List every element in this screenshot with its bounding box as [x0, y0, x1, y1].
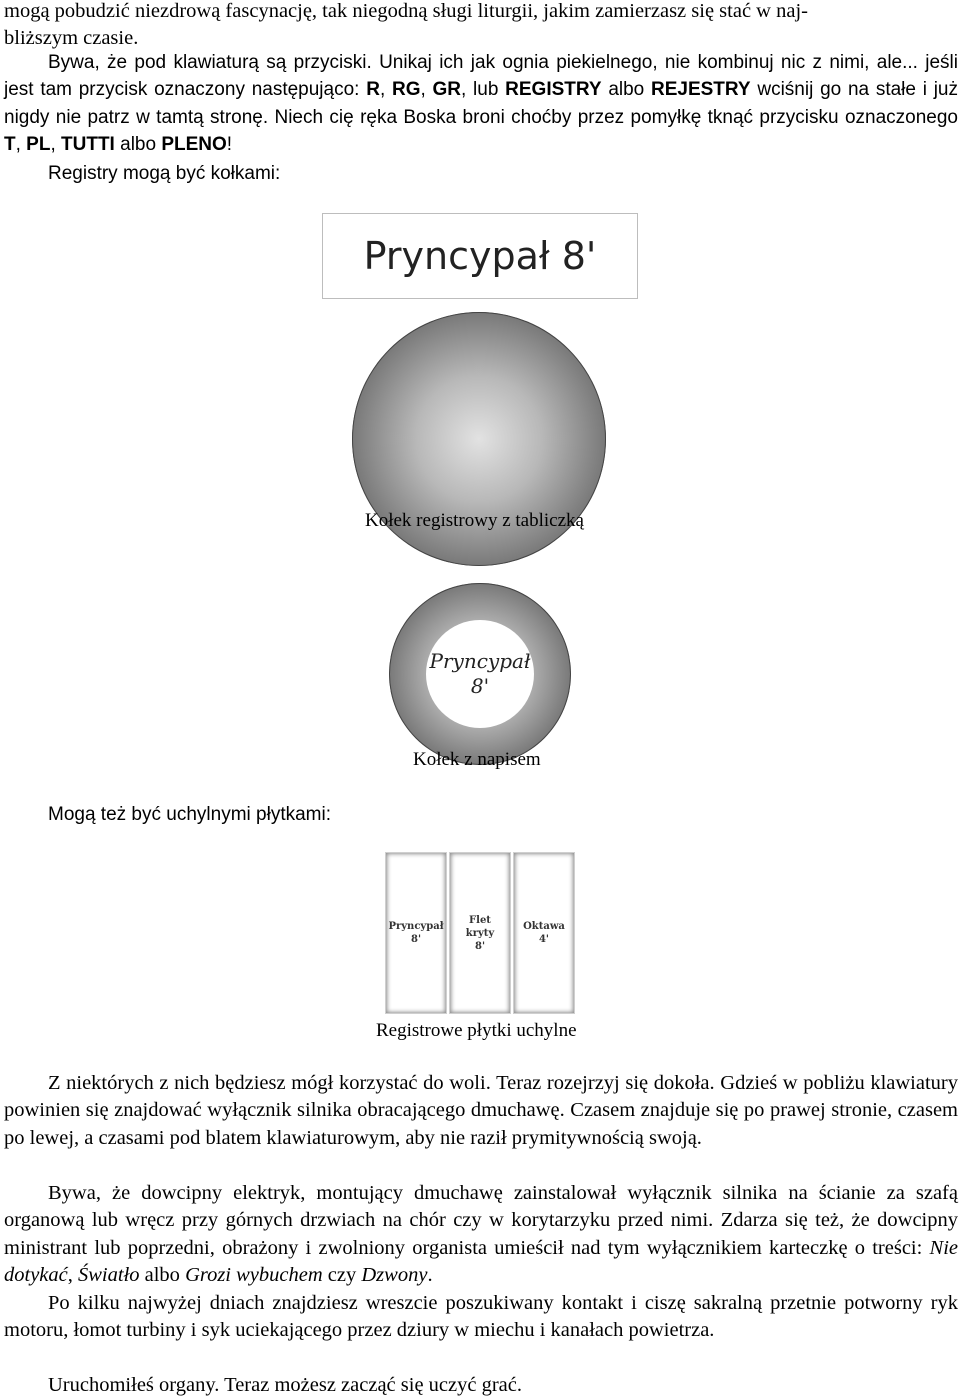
note-text: Grozi wybuchem	[185, 1264, 323, 1287]
paragraph-4: Mogą też być uchylnymi płytkami:	[48, 804, 331, 825]
plaque-text: Pryncypał 8'	[363, 234, 597, 278]
button-label-registry: REGISTRY	[505, 79, 602, 101]
button-label-r: R	[366, 79, 380, 101]
note-text: Światło	[78, 1264, 140, 1287]
tilting-tablet: Flet kryty 8'	[449, 852, 511, 1014]
knob-face	[426, 620, 534, 728]
caption-tilting-tablets: Registrowe płytki uchylne	[376, 1020, 577, 1041]
stop-plaque-figure	[322, 213, 638, 299]
button-label-pleno: PLENO	[161, 134, 227, 156]
paragraph-6: Bywa, że dowcipny elektryk, montujący dmuchawę zainstalował wyłącznik silnika na ścianie za szafą organową lub wręcz przy górnych drzwiach na chór czy w korytarzyku przed nimi. Zdarza się też, że dowcipny ministrant lub poprzedni, obrażony i zwolniony organista umieścił nad tym wyłącznikiem karteczkę o treści: Nie dotykać, Światło albo Grozi wybuchem czy Dzwony.	[4, 1182, 958, 1287]
button-label-t: T	[4, 134, 16, 156]
paragraph-2: Bywa, że pod klawiaturą są przyciski. Unikaj ich jak ognia piekielnego, nie kombinuj nic z nimi, ale... jeśli jest tam przycisk oznaczony następująco: R, RG, GR, lub REGISTRY albo REJESTRY wciśnij go na stałe i już nigdy nie patrz w tamtą stronę. Niech cię ręka Boska broni choćby przez pomyłkę tknąć przycisku oznaczonego T, PL, TUTTI albo PLENO!	[4, 52, 958, 156]
tilting-tablet: Pryncypał 8'	[385, 852, 447, 1014]
button-label-rejestry: REJESTRY	[651, 79, 751, 101]
stop-knob-with-label-figure	[389, 583, 571, 765]
paragraph-3: Registry mogą być kołkami:	[48, 163, 281, 184]
note-text: Dzwony	[361, 1264, 428, 1287]
knob-label-line: 8'	[470, 674, 490, 698]
paragraph-7: Po kilku najwyżej dniach znajdziesz wreszcie poszukiwany kontakt i ciszę sakralną przetnie potworny ryk motoru, łomot turbiny i syk uciekającego przez dziury w miechu i kanałach powietrza.	[4, 1292, 958, 1342]
button-label-pl: PL	[26, 134, 51, 156]
button-label-rg: RG	[391, 79, 421, 101]
tilting-tablets-figure	[385, 852, 574, 1014]
knob-label-line: Pryncypał	[429, 649, 531, 673]
button-label-gr: GR	[432, 79, 461, 101]
button-label-tutti: TUTTI	[61, 134, 115, 156]
paragraph-5: Z niektórych z nich będziesz mógł korzystać do woli. Teraz rozejrzyj się dokoła. Gdzieś w pobliżu klawiatury powinien się znajdować wyłącznik silnika obracającego dmuchawę. Czasem znajduje się po prawej stronie, czasem po lewej, a czasami pod blatem klawiaturowym, aby nie raził prymitywnością swoją.	[4, 1072, 958, 1149]
caption-knob-with-label: Kołek z napisem	[413, 749, 541, 770]
note-text: Nie dotykać	[4, 1236, 958, 1287]
paragraph-8: Uruchomiłeś organy. Teraz możesz zacząć się uczyć grać.	[48, 1374, 522, 1396]
text-line: bliższym czasie.	[4, 27, 139, 50]
text-line: mogą pobudzić niezdrową fascynację, tak niegodną sługi liturgii, jakim zamierzasz się stać w naj-	[4, 0, 808, 22]
paragraph-1	[4, 0, 958, 53]
caption-stop-knob: Kołek registrowy z tabliczką	[365, 510, 584, 531]
tilting-tablet: Oktawa 4'	[513, 852, 575, 1014]
